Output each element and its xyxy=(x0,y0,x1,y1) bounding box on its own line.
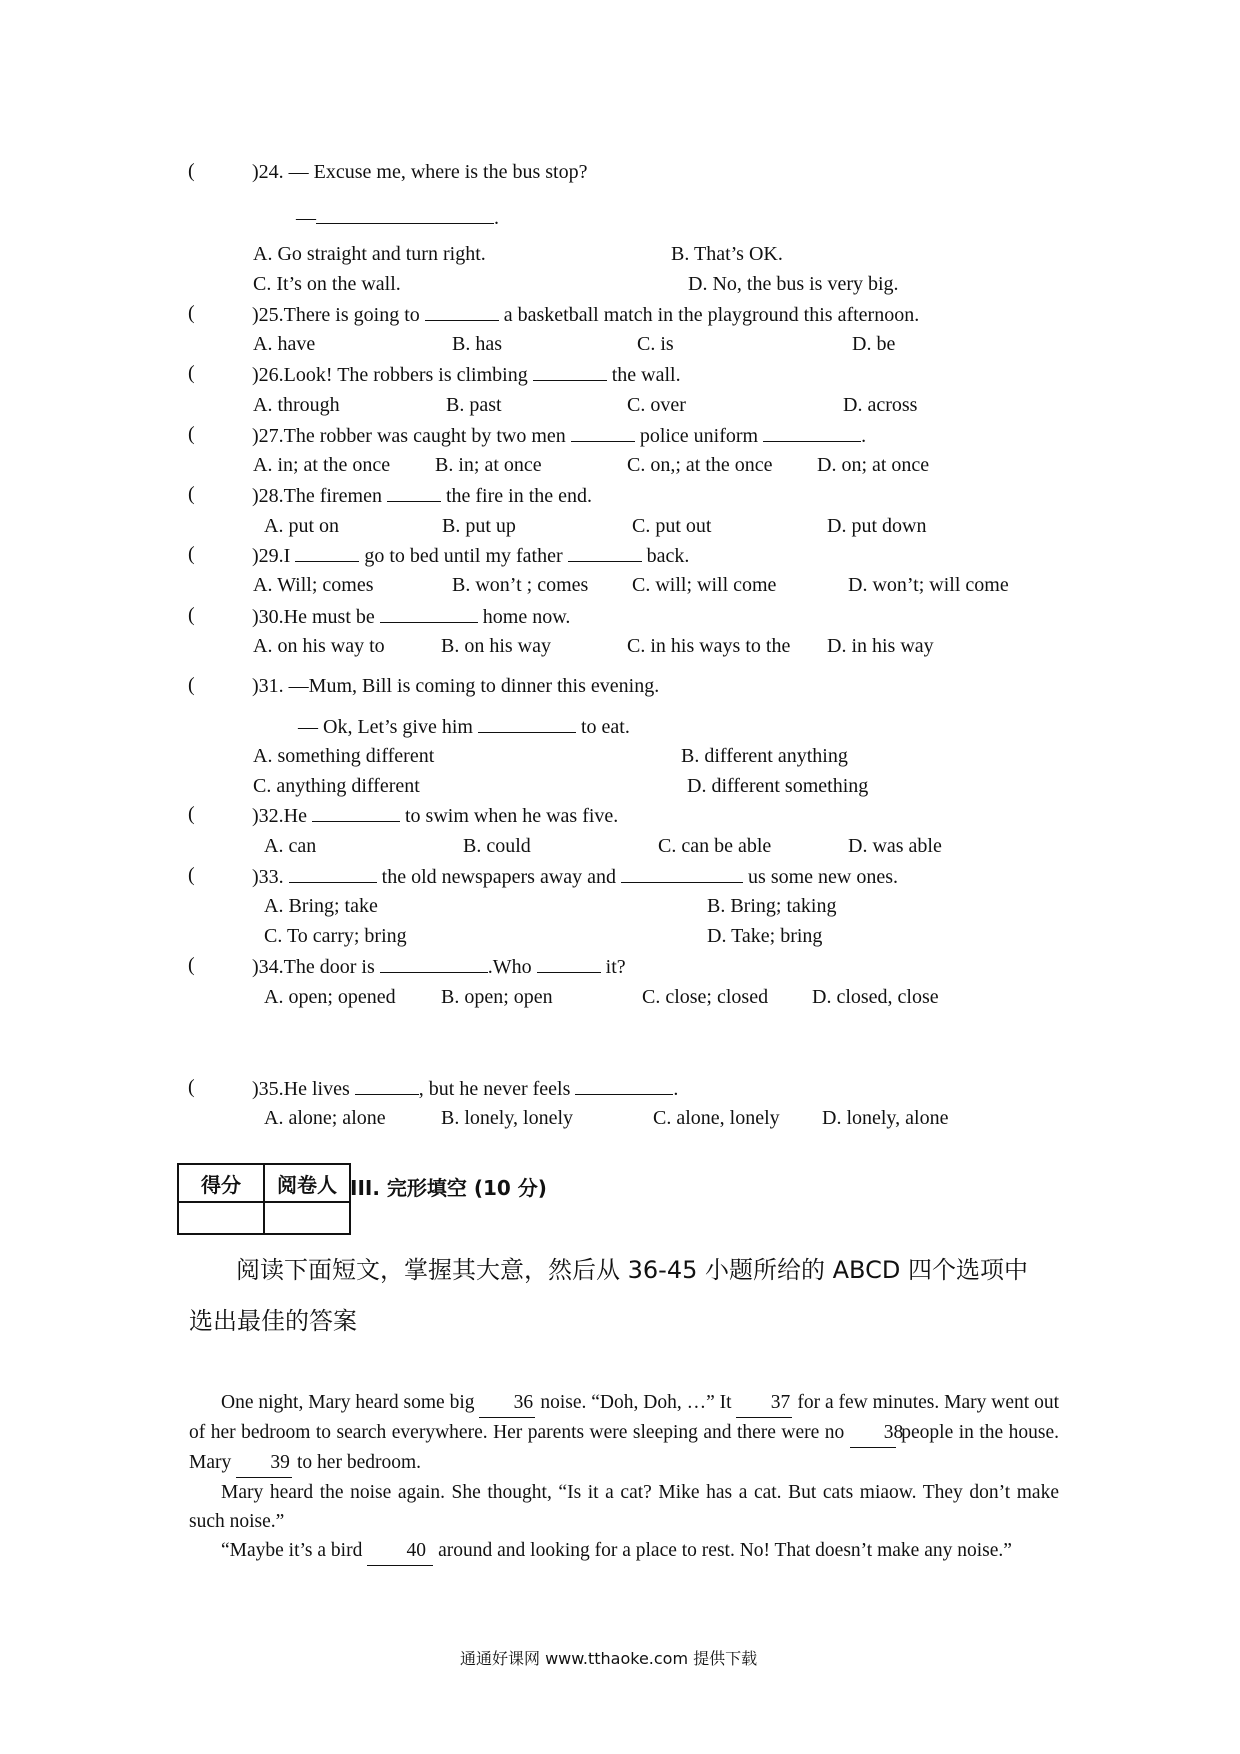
option-c: C. in his ways to the xyxy=(627,635,791,657)
question-27 xyxy=(252,423,866,448)
option-a: A. Bring; take xyxy=(264,895,378,917)
option-b: B. in; at once xyxy=(435,454,542,476)
question-number: )31. xyxy=(252,675,284,697)
question-number: )26. xyxy=(252,364,284,386)
question-number: )25. xyxy=(252,304,284,326)
option-c: C. close; closed xyxy=(642,986,769,1008)
blank xyxy=(295,543,359,562)
blank xyxy=(380,954,488,973)
question-text: —Mum, Bill is coming to dinner this evening. xyxy=(288,675,660,697)
option-a: A. open; opened xyxy=(264,986,396,1008)
option-d: D. be xyxy=(852,333,896,355)
question-text: home now. xyxy=(482,606,571,628)
passage-paragraph: Mary heard the noise again. She thought, “Is it a cat? Mike has a cat. But cats miaow. They don’t make such noise.” xyxy=(189,1482,1059,1532)
blank xyxy=(533,362,607,381)
question-28 xyxy=(252,483,592,508)
question-text: go to bed until my father xyxy=(364,545,563,567)
option-d: D. on; at once xyxy=(817,454,930,476)
option-c: C. over xyxy=(627,394,686,416)
answer-line: — . xyxy=(296,207,499,229)
option-b: B. put up xyxy=(442,515,516,537)
option-b: B. That’s OK. xyxy=(671,243,783,265)
question-number: )35. xyxy=(252,1078,284,1100)
option-c: C. is xyxy=(637,333,674,355)
option-c: C. on,; at the once xyxy=(627,454,773,476)
question-text: There is going to xyxy=(283,304,420,326)
option-b: B. on his way xyxy=(441,635,551,657)
question-number: )28. xyxy=(252,485,284,507)
blank-38: 38 xyxy=(850,1418,896,1448)
question-text: it? xyxy=(605,956,626,978)
option-d: D. different something xyxy=(687,775,869,797)
question-text: the fire in the end. xyxy=(445,485,593,507)
question-text: He lives xyxy=(283,1078,350,1100)
page-footer: 通通好课网 www.tthaoke.com 提供下载 xyxy=(460,1649,758,1668)
reply-line xyxy=(298,714,630,739)
question-29 xyxy=(252,543,689,568)
option-b: B. Bring; taking xyxy=(707,895,837,917)
question-text: , but he never feels xyxy=(418,1078,571,1100)
score-table xyxy=(177,1163,351,1235)
passage-text: One night, Mary heard some big xyxy=(221,1392,475,1413)
option-a: A. through xyxy=(253,394,340,416)
question-text: . xyxy=(673,1078,679,1100)
instructions-line2: 选出最佳的答案 xyxy=(189,1307,357,1335)
answer-paren: ( xyxy=(188,362,195,384)
option-d: D. was able xyxy=(848,835,942,857)
blank xyxy=(289,864,377,883)
option-d: D. put down xyxy=(827,515,927,537)
passage-text: people in the house. Mary xyxy=(189,1422,1060,1473)
answer-paren: ( xyxy=(188,803,195,825)
question-text: The door is xyxy=(283,956,375,978)
question-text: — Excuse me, where is the bus stop? xyxy=(288,161,588,183)
blank-39: 39 xyxy=(236,1448,292,1478)
option-c: C. will; will come xyxy=(632,574,777,596)
question-number: )32. xyxy=(252,805,284,827)
option-b: B. past xyxy=(446,394,502,416)
blank xyxy=(537,954,601,973)
answer-paren: ( xyxy=(188,604,195,626)
blank xyxy=(763,423,861,442)
question-text: to swim when he was five. xyxy=(405,805,619,827)
question-30 xyxy=(252,604,570,629)
question-text: He must be xyxy=(283,606,375,628)
option-a: A. something different xyxy=(253,745,435,767)
option-c: C. To carry; bring xyxy=(264,925,407,947)
passage-text: for a few minutes. Mary went out of her bedroom to search everywhere. Her parents were sleeping and there were no xyxy=(189,1392,1059,1443)
question-text: .Who xyxy=(487,956,532,978)
option-d: D. lonely, alone xyxy=(822,1107,949,1129)
question-35 xyxy=(252,1076,678,1101)
answer-paren: ( xyxy=(188,674,195,696)
option-a: A. alone; alone xyxy=(264,1107,386,1129)
section-title: III. 完形填空 (10 分) xyxy=(350,1176,547,1200)
question-text: us some new ones. xyxy=(748,866,899,888)
blank xyxy=(387,483,441,502)
question-text: The firemen xyxy=(283,485,382,507)
answer-paren: ( xyxy=(188,543,195,565)
answer-paren: ( xyxy=(188,302,195,324)
question-text: back. xyxy=(646,545,690,567)
option-c: C. It’s on the wall. xyxy=(253,273,401,295)
question-text: to eat. xyxy=(580,716,630,738)
option-c: C. alone, lonely xyxy=(653,1107,780,1129)
option-c: C. anything different xyxy=(253,775,420,797)
question-number: )27. xyxy=(252,425,284,447)
option-d: D. won’t; will come xyxy=(848,574,1009,596)
question-33 xyxy=(252,864,898,889)
option-d: D. No, the bus is very big. xyxy=(688,273,899,295)
grader-cell[interactable] xyxy=(264,1202,350,1234)
option-b: B. has xyxy=(452,333,502,355)
passage-text: to her bedroom. xyxy=(297,1452,422,1473)
answer-paren: ( xyxy=(188,1076,195,1098)
question-34 xyxy=(252,954,626,979)
blank xyxy=(316,205,494,224)
question-25 xyxy=(252,302,919,327)
question-text: police uniform xyxy=(639,425,759,447)
answer-paren: ( xyxy=(188,160,195,182)
question-number: )30. xyxy=(252,606,284,628)
blank-40: 40 xyxy=(367,1536,433,1566)
dash: — xyxy=(296,207,316,229)
question-24 xyxy=(252,160,588,184)
option-b: B. different anything xyxy=(681,745,848,767)
option-d: D. in his way xyxy=(827,635,934,657)
option-c: C. put out xyxy=(632,515,712,537)
question-31 xyxy=(252,674,659,698)
blank xyxy=(571,423,635,442)
question-text: a basketball match in the playground this afternoon. xyxy=(503,304,920,326)
option-a: A. in; at the once xyxy=(253,454,391,476)
question-number: )34. xyxy=(252,956,284,978)
option-d: D. Take; bring xyxy=(707,925,823,947)
answer-paren: ( xyxy=(188,483,195,505)
option-a: A. have xyxy=(253,333,316,355)
instructions-line1: 阅读下面短文，掌握其大意，然后从 36-45 小题所给的 ABCD 四个选项中 xyxy=(236,1256,1028,1284)
question-text: I xyxy=(283,545,291,567)
passage-text: around and looking for a place to rest. No! That doesn’t make any noise.” xyxy=(438,1540,1012,1561)
question-text: the old newspapers away and xyxy=(381,866,617,888)
option-a: A. can xyxy=(264,835,317,857)
question-26 xyxy=(252,362,681,387)
answer-paren: ( xyxy=(188,423,195,445)
blank xyxy=(355,1076,419,1095)
question-text: He xyxy=(283,805,307,827)
blank-37: 37 xyxy=(736,1388,792,1418)
passage-paragraph xyxy=(189,1388,1059,1478)
blank xyxy=(380,604,478,623)
option-a: A. Will; comes xyxy=(253,574,374,596)
blank xyxy=(568,543,642,562)
option-b: B. could xyxy=(463,835,531,857)
blank-36: 36 xyxy=(479,1388,535,1418)
cloze-passage xyxy=(189,1388,1059,1566)
option-a: A. on his way to xyxy=(253,635,385,657)
question-number: )33. xyxy=(252,866,284,888)
answer-paren: ( xyxy=(188,954,195,976)
score-header: 得分 xyxy=(178,1164,264,1202)
option-b: B. won’t ; comes xyxy=(452,574,589,596)
question-number: )24. xyxy=(252,161,284,183)
grader-header: 阅卷人 xyxy=(264,1164,350,1202)
blank xyxy=(425,302,499,321)
option-a: A. Go straight and turn right. xyxy=(253,243,486,265)
blank xyxy=(621,864,743,883)
blank xyxy=(312,803,400,822)
blank xyxy=(478,714,576,733)
option-d: D. across xyxy=(843,394,918,416)
option-b: B. open; open xyxy=(441,986,553,1008)
question-text: the wall. xyxy=(611,364,681,386)
score-cell[interactable] xyxy=(178,1202,264,1234)
passage-text: “Maybe it’s a bird xyxy=(221,1540,363,1561)
option-b: B. lonely, lonely xyxy=(441,1107,574,1129)
answer-paren: ( xyxy=(188,864,195,886)
question-text: Look! The robbers is climbing xyxy=(283,364,528,386)
question-number: )29. xyxy=(252,545,284,567)
question-text: The robber was caught by two men xyxy=(283,425,566,447)
blank xyxy=(575,1076,673,1095)
question-32 xyxy=(252,803,618,828)
option-d: D. closed, close xyxy=(812,986,939,1008)
question-text: — Ok, Let’s give him xyxy=(298,716,473,738)
question-text: . xyxy=(861,425,867,447)
passage-text: noise. “Doh, Doh, …” It xyxy=(540,1392,732,1413)
option-c: C. can be able xyxy=(658,835,772,857)
passage-paragraph xyxy=(189,1536,1059,1566)
option-a: A. put on xyxy=(264,515,339,537)
